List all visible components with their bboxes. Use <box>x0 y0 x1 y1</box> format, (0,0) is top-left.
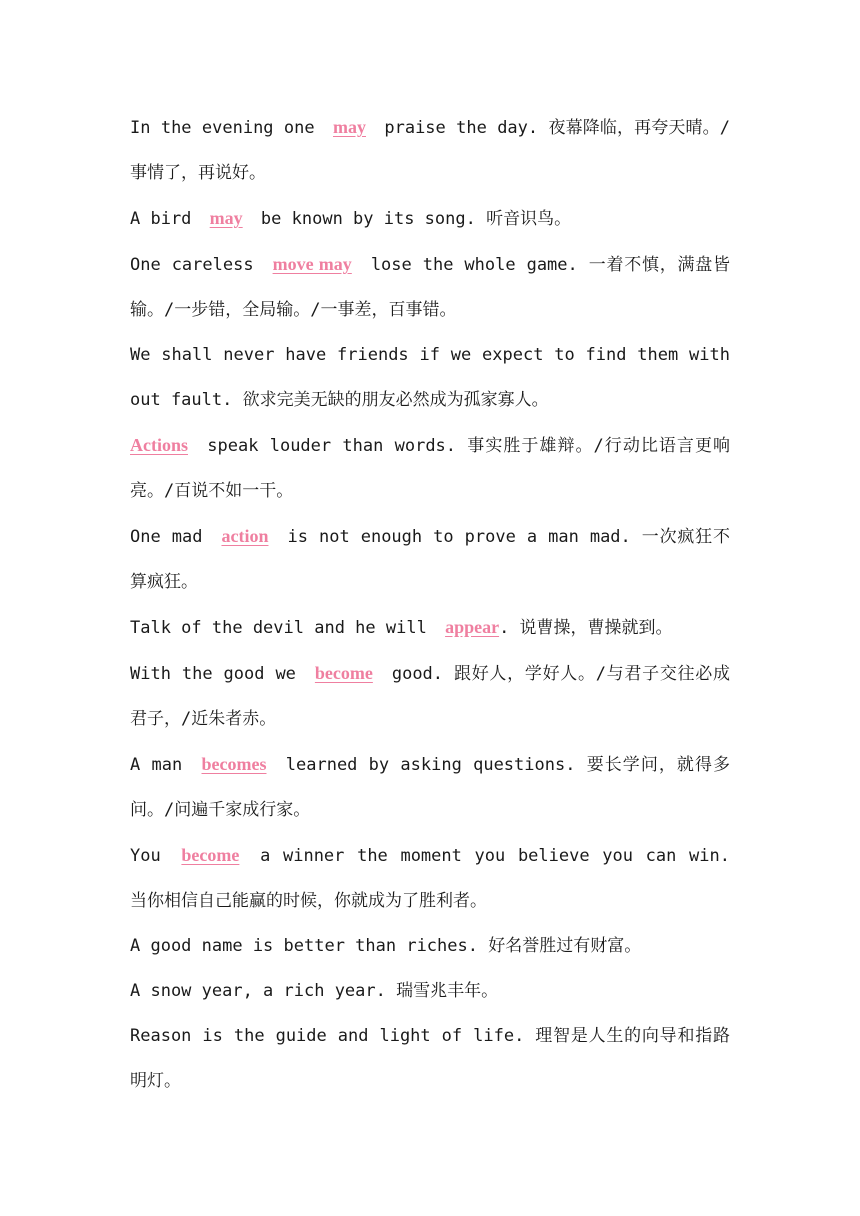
proverb-text-after: speak louder than words. 事实胜于雄辩。/行动比语言更响亮。/百说不如一干。 <box>130 436 730 501</box>
proverb-keyword: appear <box>445 617 500 637</box>
proverb-line <box>130 969 730 1014</box>
proverb-keyword: becomes <box>201 754 267 774</box>
proverb-text-before: A snow year, a rich year. 瑞雪兆丰年。 <box>130 981 499 1001</box>
proverb-keyword: may <box>332 117 366 137</box>
proverb-text-before: We shall never have friends if we expect to find them without fault. 欲求完美无缺的朋友必然成为孤家寡人。 <box>130 345 730 410</box>
proverb-text-after: a winner the moment you believe you can win. 当你相信自己能赢的时候，你就成为了胜利者。 <box>130 846 730 911</box>
proverb-text-after: be known by its song. 听音识鸟。 <box>260 209 572 229</box>
proverb-text-before: A bird <box>130 209 192 229</box>
proverb-keyword: become <box>314 663 373 683</box>
proverb-keyword: move may <box>272 254 352 274</box>
proverb-keyword: action <box>221 526 269 546</box>
proverb-text-after: praise the day. 夜幕降临，再夸天晴。/事情了，再说好。 <box>130 118 730 183</box>
proverb-line <box>130 924 730 969</box>
proverb-line <box>130 514 730 605</box>
proverb-text-after: . 说曹操，曹操就到。 <box>499 618 673 638</box>
proverb-keyword: become <box>181 845 240 865</box>
proverb-text-after: learned by asking questions. 要长学问，就得多问。/问遍千家成行家。 <box>130 755 730 820</box>
proverb-text-before: In the evening one <box>130 118 315 138</box>
proverb-text-before: With the good we <box>130 664 296 684</box>
proverb-text-before: A good name is better than riches. 好名誉胜过有财富。 <box>130 936 642 956</box>
document-page <box>130 105 730 1104</box>
proverb-keyword: may <box>209 208 243 228</box>
proverb-text-before: One mad <box>130 527 203 547</box>
proverb-text-after: is not enough to prove a man mad. 一次疯狂不算疯狂。 <box>130 527 730 592</box>
proverb-text-before: Talk of the devil and he will <box>130 618 427 638</box>
proverb-line <box>130 742 730 833</box>
proverb-text-after: good. 跟好人，学好人。/与君子交往必成君子，/近朱者赤。 <box>130 664 730 729</box>
proverb-keyword: Actions <box>130 435 188 455</box>
proverb-text-before: You <box>130 846 161 866</box>
proverb-text-before: A man <box>130 755 183 775</box>
proverb-text-before: One careless <box>130 255 254 275</box>
proverb-line <box>130 423 730 514</box>
proverb-line <box>130 105 730 196</box>
proverb-line <box>130 333 730 423</box>
proverb-line <box>130 651 730 742</box>
proverb-text-after: lose the whole game. 一着不慎，满盘皆输。/一步错，全局输。/一事差，百事错。 <box>130 255 730 320</box>
proverb-line <box>130 196 730 242</box>
proverb-text-before: Reason is the guide and light of life. 理智是人生的向导和指路明灯。 <box>130 1026 730 1091</box>
proverb-line <box>130 605 730 651</box>
proverb-line <box>130 833 730 924</box>
proverb-line <box>130 1014 730 1104</box>
proverb-line <box>130 242 730 333</box>
